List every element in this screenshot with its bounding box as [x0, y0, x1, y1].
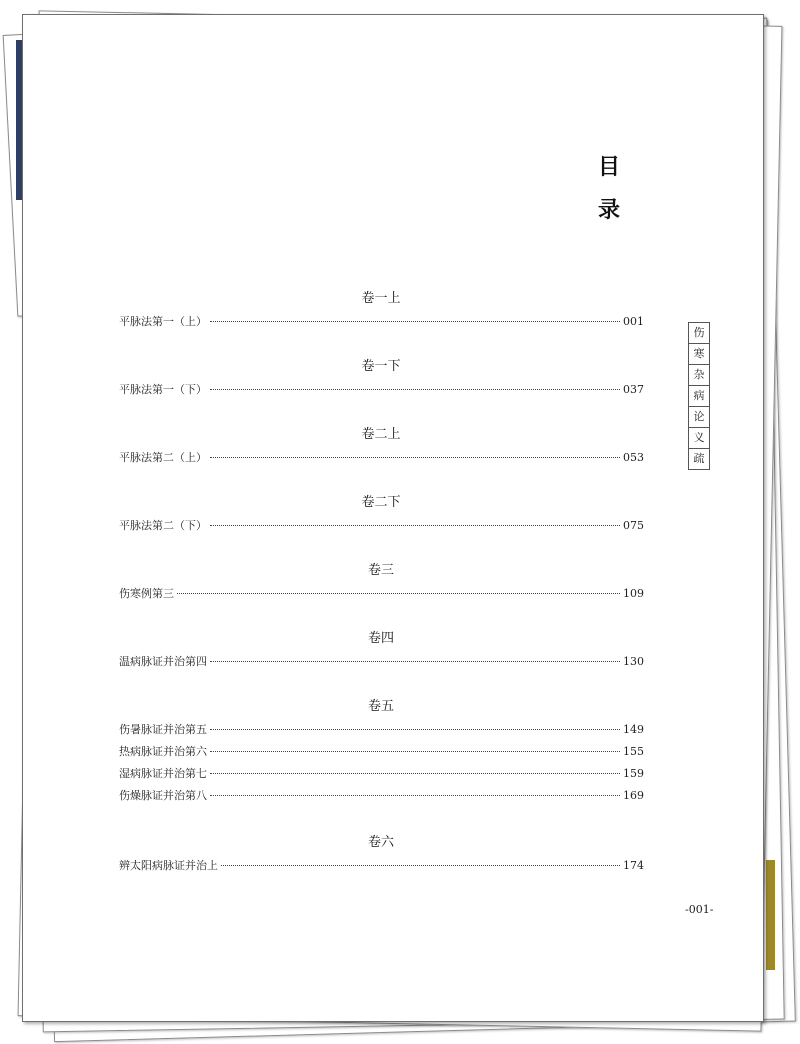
page-title-char: 目 — [598, 154, 621, 180]
toc-entry[interactable] — [119, 741, 643, 763]
toc-entry-page: 037 — [623, 383, 644, 396]
volume-heading: 卷一下 — [361, 359, 401, 374]
leader-dots — [210, 525, 620, 526]
toc-entry-label: 平脉法第一（下） — [119, 383, 207, 396]
table-of-contents — [119, 287, 643, 877]
toc-entry-page: 169 — [623, 789, 644, 802]
toc-entry-page: 053 — [623, 451, 644, 464]
toc-entry-label: 平脉法第二（上） — [119, 451, 207, 464]
toc-entry-label: 平脉法第一（上） — [119, 315, 207, 328]
page-title-char: 录 — [598, 197, 621, 223]
toc-entry-page: 001 — [623, 315, 644, 328]
toc-entry-label: 热病脉证并治第六 — [119, 745, 207, 758]
toc-entry-label: 湿病脉证并治第七 — [119, 767, 207, 780]
toc-entry-page: 155 — [623, 745, 644, 758]
book-title-char: 杂 — [689, 364, 709, 385]
toc-entry-label: 温病脉证并治第四 — [119, 655, 207, 668]
book-title-char: 病 — [689, 385, 709, 406]
toc-entry-label: 平脉法第二（下） — [119, 519, 207, 532]
toc-entry[interactable] — [119, 651, 643, 673]
book-title-tab — [688, 322, 710, 470]
toc-entry[interactable] — [119, 311, 643, 333]
toc-page — [22, 14, 764, 1022]
leader-dots — [210, 661, 620, 662]
toc-entry[interactable] — [119, 515, 643, 537]
leader-dots — [221, 865, 620, 866]
leader-dots — [210, 773, 620, 774]
toc-entry-label: 伤暑脉证并治第五 — [119, 723, 207, 736]
book-title-char: 伤 — [693, 326, 705, 339]
toc-entry[interactable] — [119, 379, 643, 401]
toc-entry-page: 109 — [623, 587, 644, 600]
leader-dots — [210, 795, 620, 796]
book-title-char: 疏 — [689, 448, 709, 469]
toc-entry[interactable] — [119, 719, 643, 741]
volume-heading: 卷三 — [367, 563, 394, 578]
page-number: -001- — [685, 903, 714, 916]
leader-dots — [210, 457, 620, 458]
leader-dots — [210, 321, 620, 322]
leader-dots — [210, 751, 620, 752]
volume-heading: 卷五 — [367, 699, 394, 714]
toc-entry-label: 伤燥脉证并治第八 — [119, 789, 207, 802]
leader-dots — [210, 729, 620, 730]
toc-entry[interactable] — [119, 583, 643, 605]
volume-heading: 卷四 — [367, 631, 394, 646]
volume-heading: 卷一上 — [361, 291, 401, 306]
book-title-char: 义 — [689, 427, 709, 448]
toc-entry[interactable] — [119, 447, 643, 469]
toc-entry[interactable] — [119, 763, 643, 785]
cover-edge-right — [766, 860, 775, 970]
toc-entry-page: 174 — [623, 859, 644, 872]
toc-entry[interactable] — [119, 855, 643, 877]
leader-dots — [177, 593, 620, 594]
toc-entry-page: 130 — [623, 655, 644, 668]
toc-entry-label: 辨太阳病脉证并治上 — [119, 859, 218, 872]
volume-heading: 卷二下 — [361, 495, 401, 510]
leader-dots — [210, 389, 620, 390]
book-title-char: 寒 — [689, 343, 709, 364]
volume-heading: 卷六 — [367, 835, 394, 850]
toc-entry-page: 159 — [623, 767, 644, 780]
book-title-char: 论 — [689, 406, 709, 427]
toc-entry-page: 149 — [623, 723, 644, 736]
volume-heading: 卷二上 — [361, 427, 401, 442]
toc-entry-page: 075 — [623, 519, 644, 532]
toc-entry-label: 伤寒例第三 — [119, 587, 174, 600]
toc-entry[interactable] — [119, 785, 643, 807]
